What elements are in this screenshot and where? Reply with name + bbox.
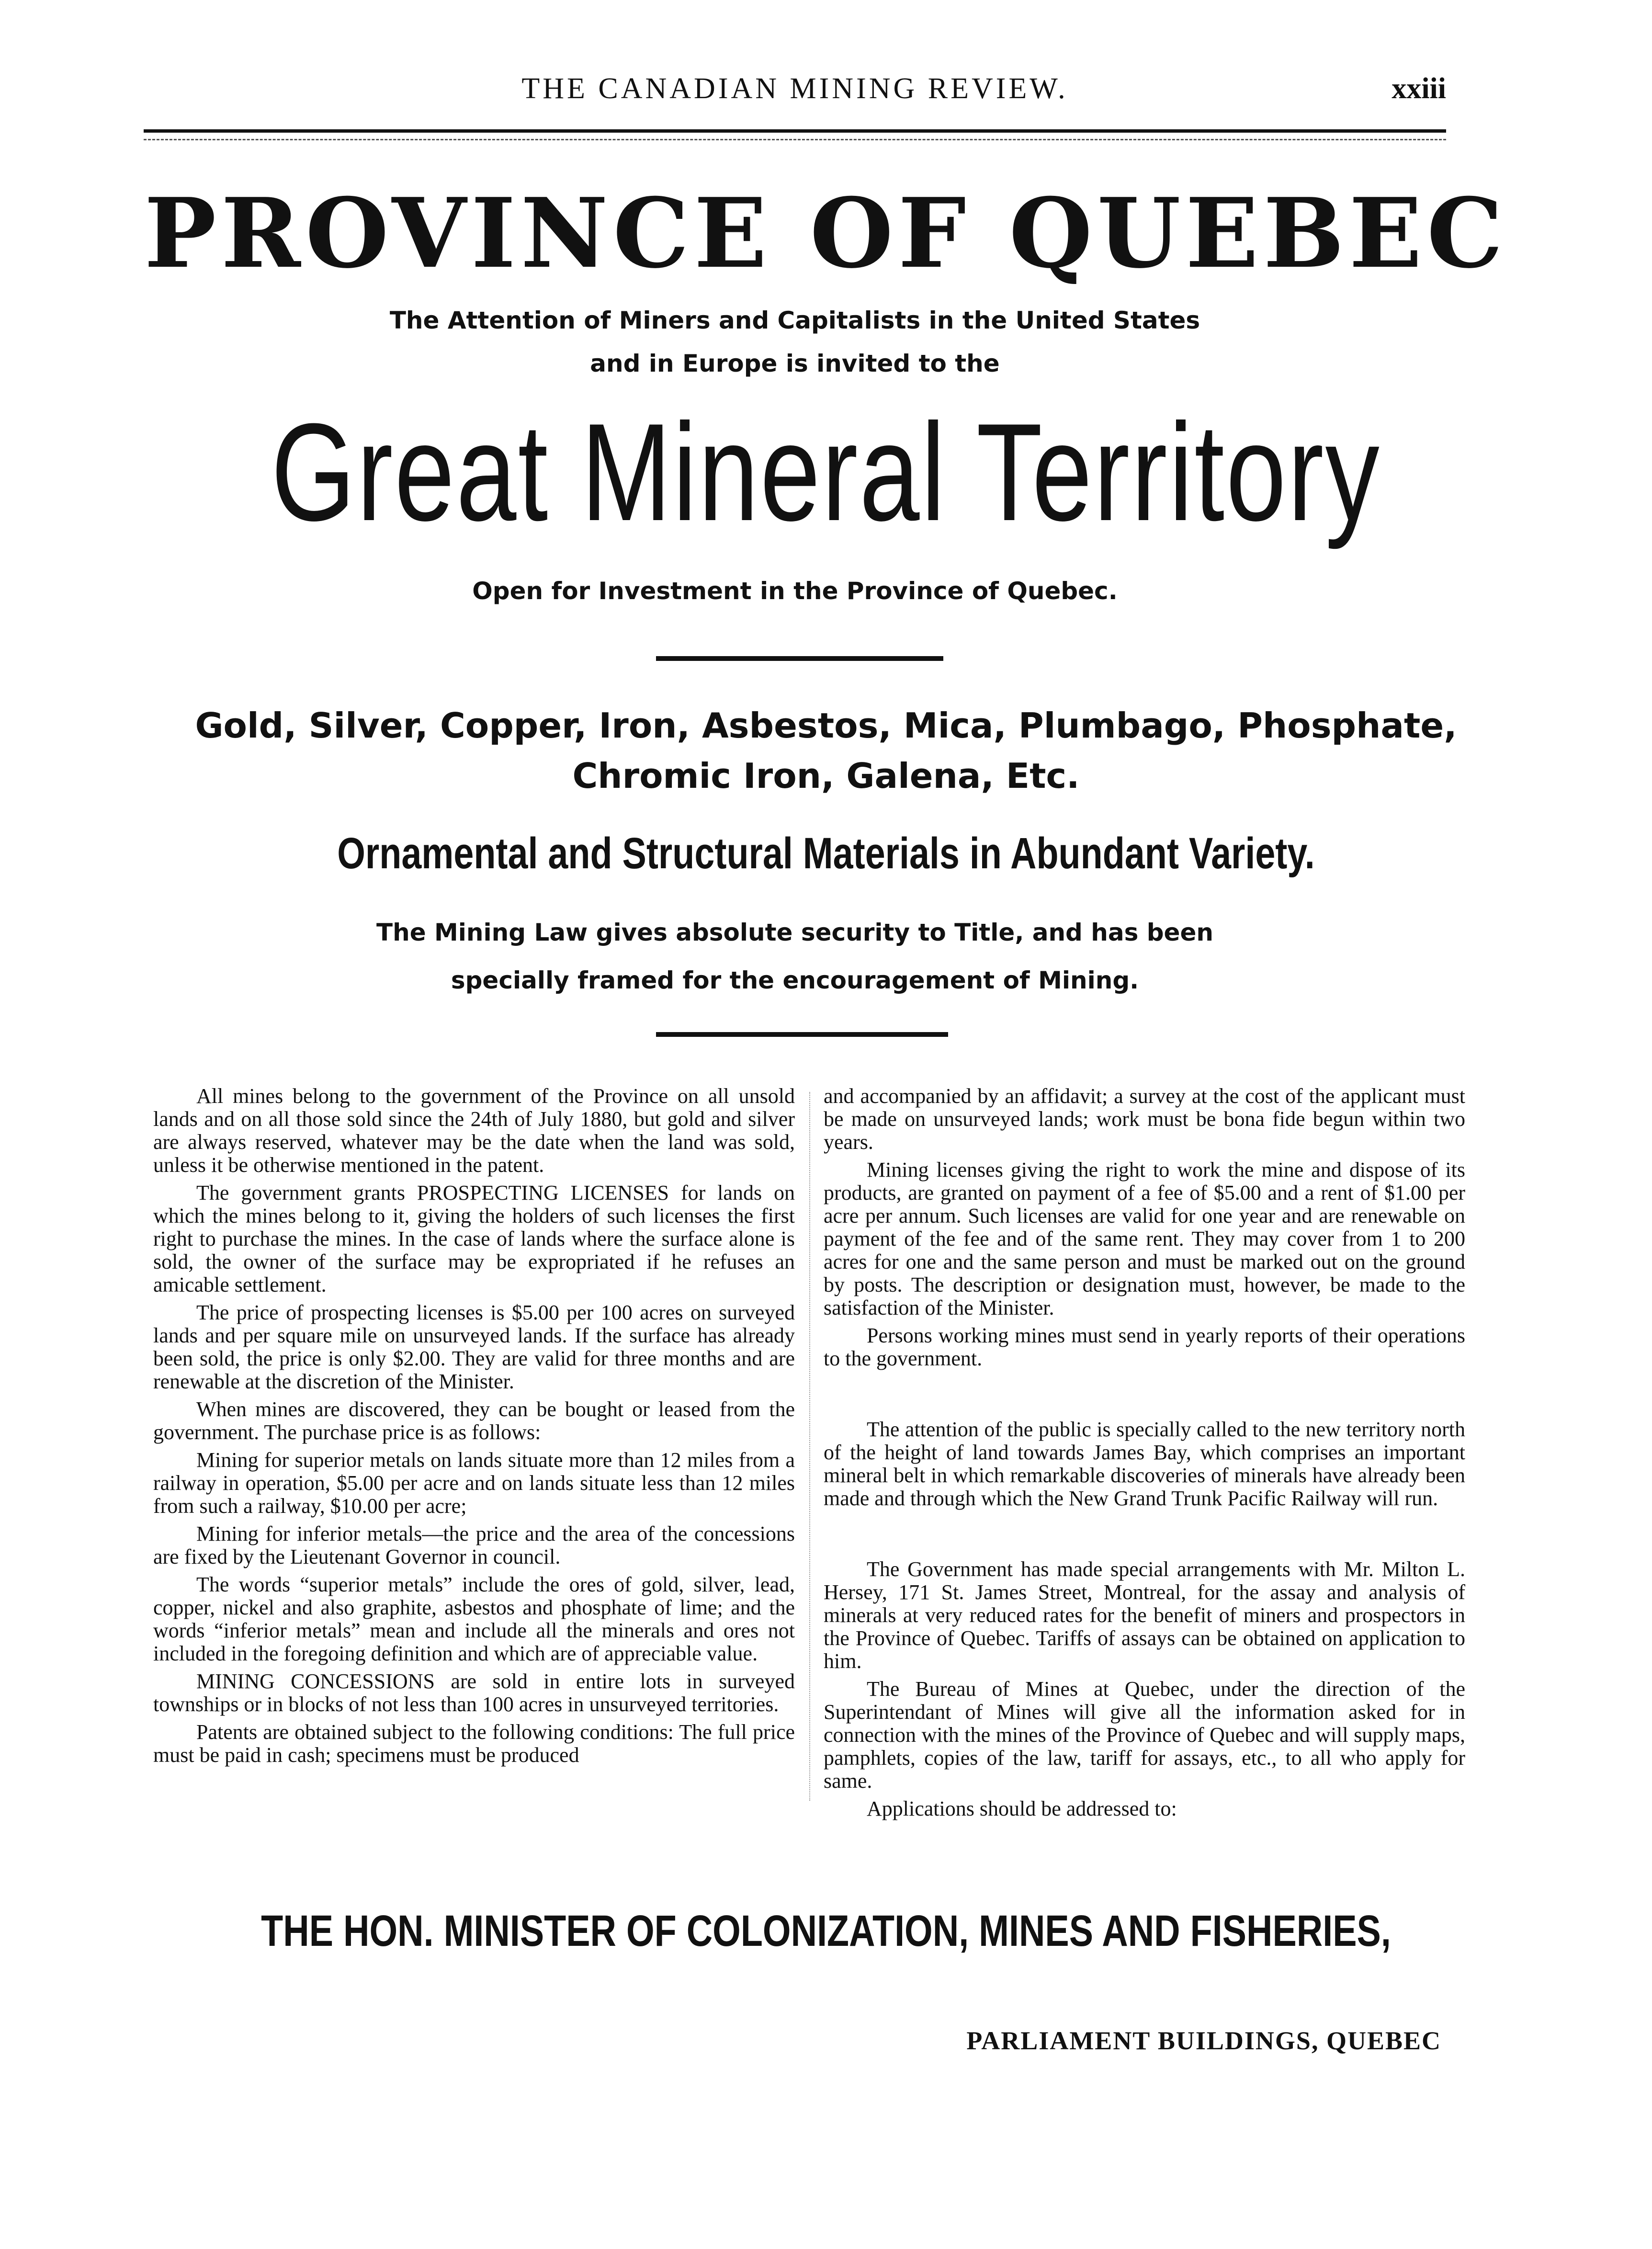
spacer: [824, 1515, 1465, 1558]
divider-rule-2: [656, 1032, 948, 1037]
headline: PROVINCE OF QUEBEC: [144, 177, 1508, 290]
minerals-line-1: Gold, Silver, Copper, Iron, Asbestos, Mica, Plumbago, Phosphate,: [195, 705, 1457, 746]
minerals-line-2: Chromic Iron, Galena, Etc.: [572, 756, 1080, 796]
ornamental-heading: Ornamental and Structural Materials in Abundant Variety.: [337, 829, 1315, 878]
column-divider: [809, 1092, 810, 1801]
paragraph: Applications should be addressed to:: [867, 1797, 1177, 1820]
address: PARLIAMENT BUILDINGS, QUEBEC: [966, 2026, 1441, 2055]
paragraph: All mines belong to the government of the Province on all unsold lands and on all those sold since the 24th of July 1880, but gold and silver are always reserved, whatever may be the date when the land was sold, unless it be otherwise mentioned in the patent.: [153, 1084, 795, 1177]
territory-title: Great Mineral Territory: [271, 395, 1381, 550]
paragraph: Mining for superior metals on lands situate more than 12 miles from a railway in operation, $5.00 per acre and on lands situate less than 12 miles from such a railway, $10.00 per acre;: [153, 1448, 795, 1518]
left-column: [153, 1085, 795, 1772]
law-line-2: specially framed for the encouragement of Mining.: [451, 966, 1139, 994]
paragraph: The attention of the public is specially called to the new territory north of the height of land towards James Bay, which comprises an important mineral belt in which remarkable discoveries of minerals have already been made and through which the New Grand Trunk Pacific Railway will run.: [824, 1418, 1465, 1510]
paragraph: and accompanied by an affidavit; a survey at the cost of the applicant must be made on unsurveyed lands; work must be bona fide begun within two years.: [824, 1084, 1465, 1154]
page-number: xxiii: [1392, 72, 1446, 105]
paragraph: Mining for inferior metals—the price and the area of the concessions are fixed by the Lieutenant Governor in council.: [153, 1522, 795, 1568]
intro-line-2: and in Europe is invited to the: [590, 350, 1000, 377]
paragraph: MINING CONCESSIONS are sold in entire lots in surveyed townships or in blocks of not less than 100 acres in unsurveyed territories.: [153, 1670, 795, 1716]
intro-line-1: The Attention of Miners and Capitalists in the United States: [389, 307, 1200, 334]
paragraph: The government grants PROSPECTING LICENSES for lands on which the mines belong to it, giving the holders of such licenses the first right to purchase the mines. In the case of lands where the surface alone is sold, the owner of the surface may be expropriated if he refuses an amicable settlement.: [153, 1181, 795, 1296]
open-for-investment: Open for Investment in the Province of Quebec.: [472, 577, 1118, 605]
paragraph: The words “superior metals” include the ores of gold, silver, lead, copper, nickel and also graphite, asbestos and phosphate of lime; and the words “inferior metals” mean and include all the minerals and ores not included in the foregoing definition and which are of appreciable value.: [153, 1573, 795, 1665]
paragraph: The price of prospecting licenses is $5.00 per 100 acres on surveyed lands and per square mile on unsurveyed lands. If the surface has already been sold, the price is only $2.00. They are valid for three months and are renewable at the discretion of the Minister.: [153, 1301, 795, 1393]
running-title: THE CANADIAN MINING REVIEW.: [521, 72, 1068, 105]
paragraph: Patents are obtained subject to the following conditions: The full price must be paid in cash; specimens must be produced: [153, 1720, 795, 1767]
spacer: [824, 1375, 1465, 1418]
paragraph: The Government has made special arrangements with Mr. Milton L. Hersey, 171 St. James Street, Montreal, for the assay and analysis of minerals at very reduced rates for the benefit of miners and prospectors in the Province of Quebec. Tariffs of assays can be obtained on application to him.: [824, 1557, 1465, 1673]
law-line-1: The Mining Law gives absolute security to Title, and has been: [376, 919, 1213, 946]
paragraph: Persons working mines must send in yearly reports of their operations to the government.: [824, 1324, 1465, 1370]
paragraph: The Bureau of Mines at Quebec, under the direction of the Superintendant of Mines will give all the information asked for in connection with the mines of the Province of Quebec and will supply maps, pamphlets, copies of the law, tariff for assays, etc., to all who apply for same.: [824, 1677, 1465, 1793]
header-rule-dashed: [144, 139, 1446, 140]
divider-rule: [656, 656, 943, 661]
header-rule: [144, 129, 1446, 133]
paragraph: When mines are discovered, they can be bought or leased from the government. The purchase price is as follows:: [153, 1397, 795, 1444]
minister-heading: THE HON. MINISTER OF COLONIZATION, MINES AND FISHERIES,: [261, 1907, 1391, 1955]
right-column: [824, 1085, 1465, 1825]
running-head: [144, 72, 1446, 115]
paragraph: Mining licenses giving the right to work the mine and dispose of its products, are granted on payment of a fee of $5.00 and a rent of $1.00 per acre per annum. Such licenses are valid for one year and are renewable on payment of the fee and of the same rent. They may cover from 1 to 200 acres for one and the same person and must be marked out on the ground by posts. The description or designation must, however, be made to the satisfaction of the Minister.: [824, 1158, 1465, 1319]
